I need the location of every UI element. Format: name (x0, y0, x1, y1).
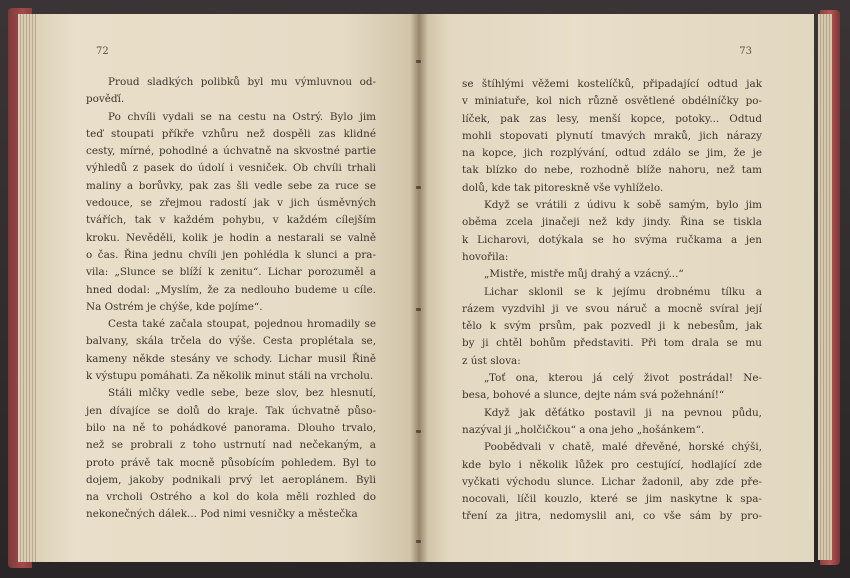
right-page-text (462, 76, 762, 526)
text-line: tvářích, tak v každém pohybu, v každém cílejším (86, 214, 376, 227)
text-line: teď stoupati příkře vzhůru než dospěli zas klidné (86, 127, 376, 140)
binding-thread (416, 60, 421, 63)
text-line: dojem, jakoby podnikali prvý let aeroplánem. Byli (86, 473, 376, 486)
text-line: k Licharovi, dotýkala se ho svýma ručkama a jen (462, 233, 762, 246)
text-line: pověďí. (86, 93, 125, 106)
text-line: nazýval ji „holčičkou“ a ona jeho „hošánkem“. (462, 423, 705, 436)
text-line: v miniatuře, kol nich různě osvětlené obdélníčky po- (462, 95, 762, 108)
text-line: vyčkati východu slunce. Lichar žadonil, aby zde pře- (462, 475, 762, 488)
text-line: nocovali, líčil kouzlo, které se jim naskytne k spa- (462, 493, 762, 506)
text-line: Po chvíli vydali se na cestu na Ostrý. Bylo jim (108, 110, 376, 123)
text-line: dolů, kde tak pitoreskně vše vyhlíželo. (462, 181, 664, 194)
text-line: než se probrali z toho ustrnutí nad nečekaným, a (86, 439, 376, 452)
text-line: balvany, skála trčela do výše. Cesta proplétala se, (86, 335, 376, 348)
text-line: jen dívajíce se dolů do kraje. Tak úchvatně půso- (86, 404, 376, 417)
right-page-number: 73 (739, 46, 752, 57)
right-page (418, 14, 814, 562)
text-line: Když jak děťátko postavil ji na pevnou půdu, (484, 406, 762, 419)
binding-thread (416, 540, 421, 543)
text-line: proto právě tak mocně působícím pohledem. Byl to (86, 456, 376, 469)
text-line: kameny někde stesány ve schody. Lichar musil Řině (86, 352, 376, 365)
page-edges-left (18, 14, 38, 562)
text-line: k výstupu pomáhati. Za několik minut stáli na vrcholu. (86, 370, 374, 383)
text-line: tření za jitra, nedomyslil ani, co vše sám by pro- (462, 510, 762, 523)
page-edges-right (818, 14, 832, 560)
text-line: Lichar sklonil se k jejímu drobnému tílku a (484, 285, 762, 298)
text-line: na kopce, jich rozplývání, odtud zdálo se jim, že je (462, 147, 762, 160)
text-line: Když se vrátili z údivu k sobě samým, bylo jim (484, 199, 762, 212)
text-line: oběma zcela jinačeji než kdy jindy. Řina se tiskla (462, 216, 762, 229)
text-line: kde bylo i několik lůžek pro cestující, hodlající zde (462, 458, 762, 471)
text-line: výhledů z pasek do údolí i vesniček. Ob chvíli trhali (86, 162, 376, 175)
text-line: bilo na ně to pohádkové panorama. Dlouho trvalo, (86, 421, 376, 434)
text-line: se štíhlými věžemi kostelíčků, připadající odtud jak (462, 78, 762, 90)
text-line: vila: „Slunce se blíží k zenitu“. Lichar porozuměl a (86, 266, 376, 279)
left-page (36, 14, 418, 562)
text-line: „Toť ona, kterou já celý život postrádal! Ne- (484, 372, 762, 385)
text-line: Proud sladkých polibků byl mu výmluvnou od- (108, 76, 376, 88)
text-line: o čas. Řina jednu chvíli jen pohlédla k slunci a pra- (86, 248, 376, 261)
text-line: hned dodal: „Myslím, že za nedlouho budeme u cíle. (86, 283, 376, 296)
text-line: líček, pak zas lesy, menší kopce, potoky... Odtud (462, 112, 762, 125)
binding-thread (416, 308, 421, 311)
text-line: cesty, mírné, pohodlné a úchvatně na skvostné partie (86, 145, 376, 158)
text-line: Poobědvali v chatě, malé dřevěné, horské chýši, (484, 441, 762, 454)
text-line: nekonečných dálek... Pod nimi vesničky a městečka (86, 508, 358, 521)
text-line: tělo k svým prsům, pak pozvedl ji k nebesům, jak (462, 320, 762, 333)
left-page-number: 72 (96, 46, 109, 57)
binding-thread (416, 186, 421, 189)
text-line: „Mistře, mistře můj drahý a vzácný...“ (484, 268, 684, 281)
text-line: by ji chtěl bohům představiti. Při tom drala se mu (462, 337, 762, 350)
text-line: tak blízko do nebe, rozhodně blíže nahoru, než tam (462, 164, 762, 177)
binding-thread (416, 430, 421, 433)
text-line: mohli stopovati plynutí tmavých mraků, jich nárazy (462, 129, 762, 142)
text-line: besa, bohové a slunce, dejte nám svá požehnání!“ (462, 389, 725, 402)
text-line: maliny a borůvky, pak zas šli vedle sebe za ruce se (86, 179, 376, 192)
text-line: Stáli mlčky vedle sebe, beze slov, bez hlesnutí, (108, 387, 376, 400)
text-line: rázem vyzdvihl ji ve svou náruč a mocně svíral její (462, 302, 762, 315)
text-line: na vrcholi Ostrého a kol do kola měli rozhled do (86, 491, 376, 504)
text-line: Na Ostrém je chýše, kde pojíme“. (86, 300, 263, 313)
book-gutter (410, 14, 428, 562)
text-line: z úst slova: (462, 354, 521, 367)
left-page-text (86, 74, 376, 524)
text-line: vedouce, se zřejmou radostí jak v jich úsměvných (86, 197, 376, 210)
text-line: hovořila: (462, 250, 509, 263)
text-line: kroku. Nevěděli, kolik je hodin a nestarali se valně (86, 231, 376, 244)
text-line: Cesta také začala stoupat, pojednou hromadily se (108, 318, 376, 331)
